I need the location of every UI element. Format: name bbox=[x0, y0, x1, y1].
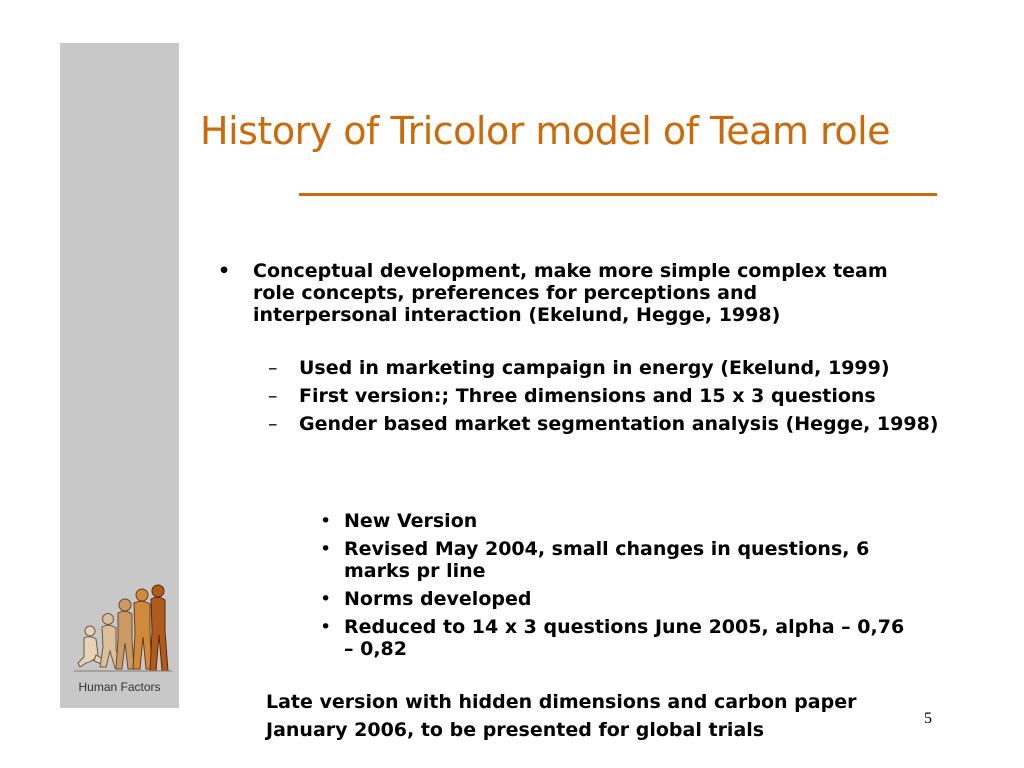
dash-marker: – bbox=[268, 357, 278, 379]
level3-list bbox=[320, 510, 920, 666]
list-item-text: Reduced to 14 x 3 questions June 2005, alpha – 0,76 – 0,82 bbox=[344, 616, 905, 660]
sidebar bbox=[60, 43, 179, 708]
dash-marker: – bbox=[268, 385, 278, 407]
list-item-text: Used in marketing campaign in energy (Ekelund, 1999) bbox=[299, 357, 890, 379]
sidebar-caption: Human Factors bbox=[78, 680, 161, 694]
list-item bbox=[320, 538, 920, 582]
list-item-text: First version:; Three dimensions and 15 x 3 questions bbox=[299, 385, 876, 407]
slide-title: History of Tricolor model of Team role bbox=[200, 109, 891, 153]
level2-list bbox=[268, 357, 948, 441]
bullet-text: Conceptual development, make more simple complex team role concepts, preferences for perceptions and interpersonal interaction (Ekelund, Hegge, 1998) bbox=[253, 260, 888, 326]
dash-marker: – bbox=[268, 413, 278, 435]
human-evolution-figures-icon bbox=[70, 583, 175, 678]
list-item bbox=[268, 357, 948, 379]
bullet-marker: • bbox=[218, 260, 231, 282]
bullet-marker: • bbox=[320, 616, 332, 638]
list-item bbox=[268, 385, 948, 407]
bullet-marker: • bbox=[320, 510, 332, 532]
page-number: 5 bbox=[924, 710, 932, 727]
bullet-marker: • bbox=[320, 588, 332, 610]
list-item bbox=[320, 588, 920, 610]
list-item-text: Norms developed bbox=[344, 588, 532, 610]
title-underline bbox=[299, 193, 937, 196]
list-item bbox=[320, 510, 920, 532]
bullet-marker: • bbox=[320, 538, 332, 560]
list-item-text: New Version bbox=[344, 510, 478, 532]
closing-note: Late version with hidden dimensions and carbon paper January 2006, to be presented for global trials bbox=[266, 691, 857, 741]
list-item bbox=[268, 413, 948, 435]
list-item-text: Revised May 2004, small changes in questions, 6 marks pr line bbox=[344, 538, 870, 582]
list-item bbox=[320, 616, 920, 660]
list-item-text: Gender based market segmentation analysis (Hegge, 1998) bbox=[299, 413, 939, 435]
